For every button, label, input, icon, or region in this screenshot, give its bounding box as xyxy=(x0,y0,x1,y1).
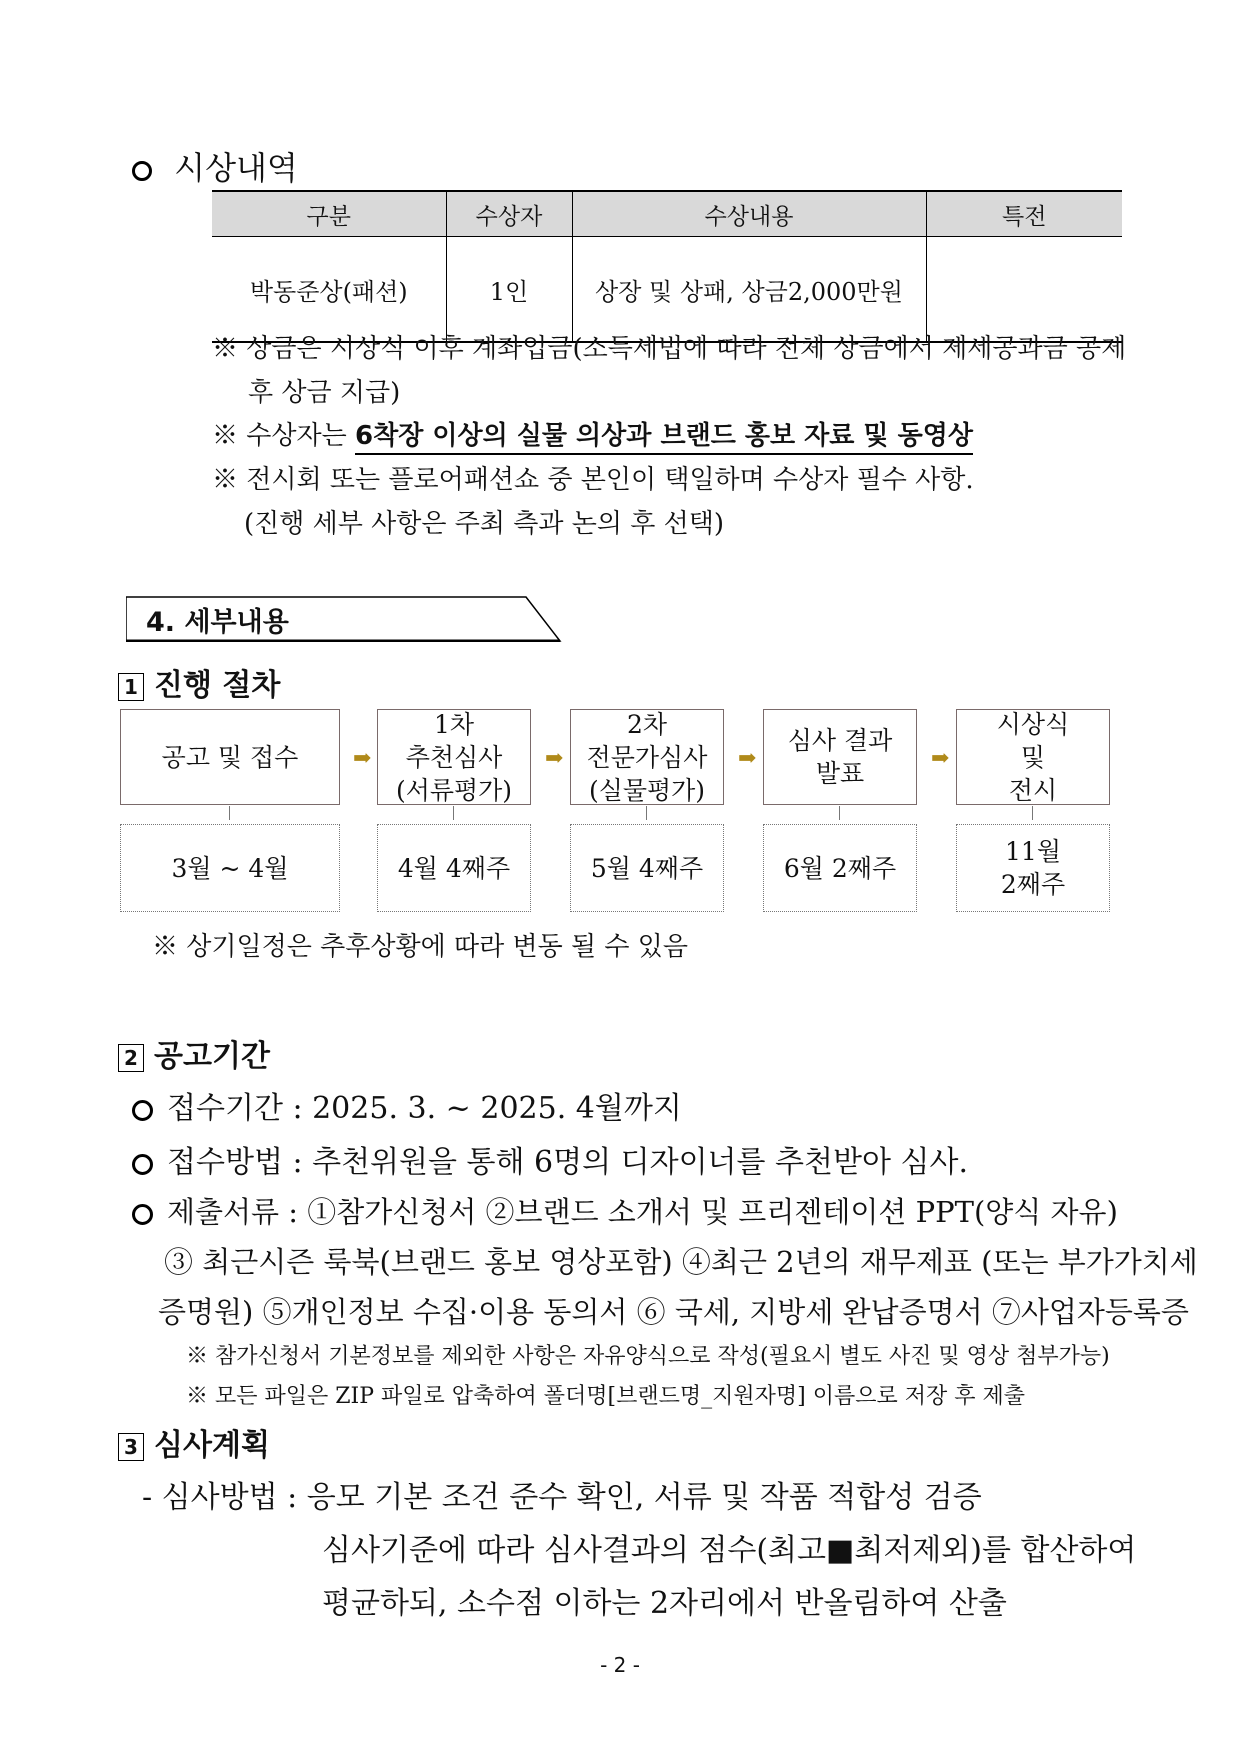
schedule-date: 11월 2째주 xyxy=(956,824,1110,912)
connector-line xyxy=(453,806,454,820)
circle-bullet-icon xyxy=(132,1154,153,1175)
process-step: 공고 및 접수 xyxy=(120,709,340,805)
table-row xyxy=(212,237,1122,343)
table-cell: 1인 xyxy=(446,237,572,343)
review-method-continued: 평균하되, 소수점 이하는 2자리에서 반올림하여 산출 xyxy=(322,1586,1007,1621)
circle-bullet-icon xyxy=(132,161,152,181)
subsection-title: 공고기간 xyxy=(154,1039,270,1074)
table-header-cell: 특전 xyxy=(926,191,1122,237)
note-prefix: ※ 수상자는 xyxy=(212,421,355,451)
bullet-text: 접수방법 : 추천위원을 통해 6명의 디자이너를 추천받아 심사. xyxy=(167,1145,969,1180)
arrow-right-icon: ➡ xyxy=(545,746,564,771)
required-documents-continued: 증명원) ⑤개인정보 수집·이용 동의서 ⑥ 국세, 지방세 완납증명서 ⑦사업자등록증 xyxy=(158,1295,1189,1329)
process-step: 심사 결과 발표 xyxy=(763,709,917,805)
note-emphasis: 6착장 이상의 실물 의상과 브랜드 홍보 자료 및 동영상 xyxy=(355,421,973,455)
bullet-text: 접수기간 : 2025. 3. ~ 2025. 4월까지 xyxy=(167,1091,682,1126)
award-table xyxy=(212,190,1122,343)
schedule-date: 3월 ~ 4월 xyxy=(120,824,340,912)
subsection-title: 심사계획 xyxy=(154,1428,270,1463)
connector-line xyxy=(229,806,230,820)
required-documents xyxy=(132,1190,1118,1231)
prize-note-continued: 후 상금 지급) xyxy=(248,378,401,408)
application-form-note: ※ 참가신청서 기본정보를 제외한 사항은 자유양식으로 작성(필요시 별도 사진 및 영상 첨부가능) xyxy=(186,1344,1110,1369)
arrow-right-icon: ➡ xyxy=(353,746,372,771)
subsection-number: 3 xyxy=(118,1433,144,1461)
file-submission-note: ※ 모든 파일은 ZIP 파일로 압축하여 폴더명[브랜드명_지원자명] 이름으로 저장 후 제출 xyxy=(186,1384,1025,1409)
arrow-right-icon: ➡ xyxy=(738,746,757,771)
exhibition-note: ※ 전시회 또는 플로어패션쇼 중 본인이 택일하며 수상자 필수 사항. xyxy=(212,465,974,495)
exhibition-note-continued: (진행 세부 사항은 주최 측과 논의 후 선택) xyxy=(244,509,724,539)
connector-line xyxy=(839,806,840,820)
connector-line xyxy=(1032,806,1033,820)
process-step: 1차 추천심사 (서류평가) xyxy=(377,709,531,805)
review-method: - 심사방법 : 응모 기본 조건 준수 확인, 서류 및 작품 적합성 검증 xyxy=(142,1480,982,1515)
winner-requirement-note xyxy=(212,423,973,449)
section-4-tab xyxy=(126,596,562,640)
schedule-date: 6월 2째주 xyxy=(763,824,917,912)
schedule-date: 5월 4째주 xyxy=(570,824,724,912)
prize-note: ※ 상금은 시상식 이후 계좌입금(소득세법에 따라 전체 상금에서 제세공과금 공제 xyxy=(212,334,1127,364)
reception-method xyxy=(132,1137,968,1181)
award-section-heading xyxy=(132,143,298,189)
subsection-3-heading xyxy=(118,1420,270,1464)
schedule-date: 4월 4째주 xyxy=(377,824,531,912)
process-step: 시상식 및 전시 xyxy=(956,709,1110,805)
subsection-number: 2 xyxy=(118,1044,144,1072)
table-header-cell: 구분 xyxy=(212,191,446,237)
subsection-1-heading xyxy=(118,660,280,704)
table-cell: 박동준상(패션) xyxy=(212,237,446,343)
page-number: - 2 - xyxy=(600,1653,640,1677)
subsection-title: 진행 절차 xyxy=(154,668,281,703)
schedule-note: ※ 상기일정은 추후상황에 따라 변동 될 수 있음 xyxy=(152,932,688,962)
table-header-cell: 수상자 xyxy=(446,191,572,237)
table-header-cell: 수상내용 xyxy=(572,191,926,237)
circle-bullet-icon xyxy=(132,1100,153,1121)
section-4-title: 4. 세부내용 xyxy=(146,607,289,638)
bullet-text: 제출서류 : ①참가신청서 ②브랜드 소개서 및 프리젠테이션 PPT(양식 자유) xyxy=(167,1195,1118,1229)
reception-period xyxy=(132,1083,682,1127)
table-cell xyxy=(926,237,1122,343)
required-documents-continued: ③ 최근시즌 룩북(브랜드 홍보 영상포함) ④최근 2년의 재무제표 (또는 부가가치세 xyxy=(164,1245,1198,1279)
table-header-row xyxy=(212,191,1122,237)
subsection-number: 1 xyxy=(118,673,144,701)
award-section-title: 시상내역 xyxy=(174,149,298,187)
subsection-2-heading xyxy=(118,1031,270,1075)
arrow-right-icon: ➡ xyxy=(931,746,950,771)
review-method-continued: 심사기준에 따라 심사결과의 점수(최고■최저제외)를 합산하여 xyxy=(322,1533,1137,1568)
circle-bullet-icon xyxy=(132,1204,153,1225)
connector-line xyxy=(646,806,647,820)
process-step: 2차 전문가심사 (실물평가) xyxy=(570,709,724,805)
table-cell: 상장 및 상패, 상금2,000만원 xyxy=(572,237,926,343)
